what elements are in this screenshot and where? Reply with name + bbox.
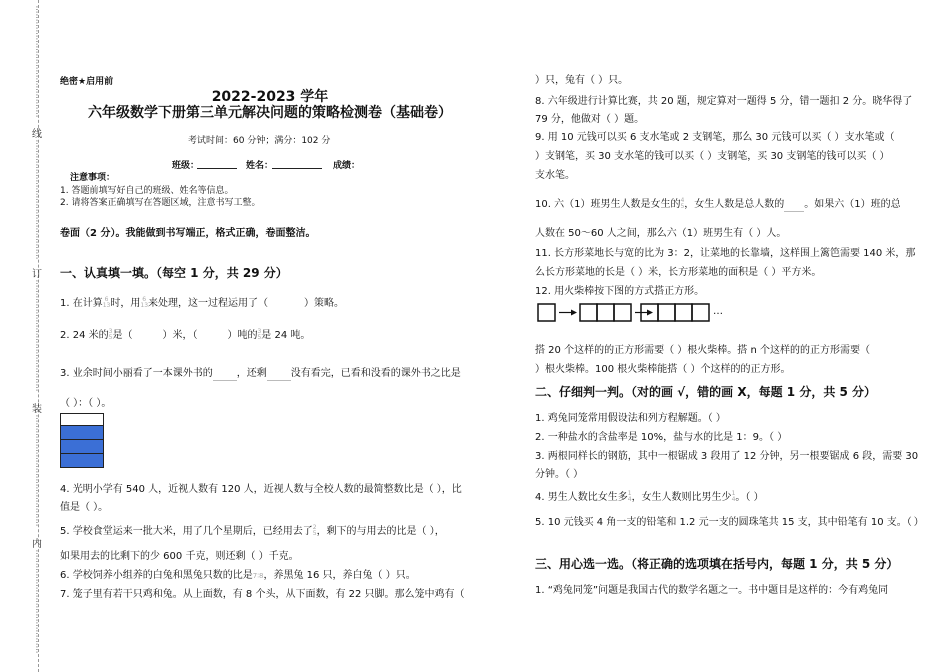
fraction: 6 13 <box>140 296 149 309</box>
s1-q1-part: ）策略。 <box>304 298 345 309</box>
s2-q1: 1. 鸡兔同笼常用假设法和列方程解题。（ ） <box>535 413 726 424</box>
s2-q3-line2: 分钟。（ ） <box>535 469 584 480</box>
s1-q9-line1: 9. 用 10 元钱可以买 6 支水笔或 2 支钢笔，那么 30 元钱可以买（ ）支水笔或（ <box>535 132 895 143</box>
q3-bar-filled-part <box>61 426 104 468</box>
s1-q1-part: 时，用 <box>110 298 141 309</box>
note-2: 2. 请将答案正确填写在答题区域，注意书写工整。 <box>60 198 261 208</box>
matchstick-square <box>658 304 675 321</box>
s1-q3-part: 3. 业余时间小丽看了一本课外书的 <box>60 368 213 379</box>
exam-info: 考试时间：60 分钟；满分：102 分 <box>188 136 331 146</box>
s2-q2: 2. 一种盐水的含盐率是 10%，盐与水的比是 1：9。（ ） <box>535 432 788 443</box>
s2-q4-part: 。（ ） <box>735 492 764 503</box>
s1-q2 <box>60 326 310 341</box>
fraction-blank[interactable] <box>784 197 804 212</box>
s1-q5-line1 <box>60 522 445 537</box>
section2-title: 二、仔细判一判。（对的画 √，错的画 X，每题 1 分，共 5 分） <box>535 385 877 399</box>
s1-q11-line2: 么长方形菜地的长是（ ）米，长方形菜地的面积是（ ）平方米。 <box>535 267 822 278</box>
s1-q4-line1: 4. 光明小学有 540 人，近视人数有 120 人，近视人数与全校人数的最简整数比是（ ），比 <box>60 484 462 495</box>
fraction: 3 5 <box>108 328 113 341</box>
s1-q6-part: 6. 学校饲养小组养的白兔和黑兔只数的比是 <box>60 570 253 581</box>
matchstick-figure <box>537 302 717 326</box>
s1-q6-part: ，养黑兔 16 只，养白兔（ ）只。 <box>263 570 416 581</box>
binding-char-xian: 线 <box>32 129 42 140</box>
fraction: 1 4 <box>627 490 632 503</box>
s2-q4-part: ，女生人数则比男生少 <box>631 492 732 503</box>
section1-title: 一、认真填一填。（每空 1 分，共 29 分） <box>60 266 288 280</box>
notes-title: 注意事项： <box>70 173 116 183</box>
fraction: 3 5 <box>257 328 262 341</box>
s1-q11-line1: 11. 长方形菜地长与宽的比为 3：2，让菜地的长靠墙，这样围上篱笆需要 140 米，那 <box>535 248 916 259</box>
fraction: 4 5 <box>680 197 685 210</box>
s1-q2-part: ）吨的 <box>227 330 258 341</box>
s1-q12-line3: ）根火柴棒。100 根火柴棒能搭（ ）个这样的的正方形。 <box>535 364 791 375</box>
q3-bar-empty-part <box>61 414 104 426</box>
s1-q10-line2: 人数在 50～60 人之间，那么六（1）班男生有（ ）人。 <box>535 228 787 239</box>
class-field[interactable] <box>197 168 237 169</box>
matchstick-ellipsis: … <box>713 306 723 317</box>
s1-q8-line1: 8. 六年级进行计算比赛，共 20 题，规定算对一题得 5 分，错一题扣 2 分。晓华得了 <box>535 96 913 107</box>
fraction: 2 5 <box>312 524 317 537</box>
s1-q7-cont: ）只，兔有（ ）只。 <box>535 75 629 86</box>
fraction-blank[interactable] <box>267 366 291 381</box>
s1-q6 <box>60 566 416 581</box>
exam-title: 六年级数学下册第三单元解决问题的策略检测卷（基础卷） <box>88 105 452 121</box>
class-label: 班级： <box>172 161 200 171</box>
binding-dots: ⋮ ⋮ ⋮ ⋮ ⋮ ⋮ ⋮ ⋮ ⋮ ⋮ ⋮ ⋮ ⋮ ⋮ <box>33 414 41 527</box>
matchstick-square <box>614 304 631 321</box>
binding-char-ding: 订 <box>32 269 42 280</box>
binding-dots: ⋮ ⋮ ⋮ ⋮ ⋮ ⋮ ⋮ ⋮ ⋮ ⋮ ⋮ ⋮ ⋮ ⋮ <box>33 279 41 392</box>
s1-q1 <box>60 294 344 309</box>
s1-q4-line2: 值是（ ）。 <box>60 502 109 513</box>
s1-q3 <box>60 364 461 381</box>
s1-q3-part: ，还剩 <box>236 368 267 379</box>
matchstick-square <box>597 304 614 321</box>
s3-q1: 1. “鸡兔同笼”问题是我国古代的数学名题之一。书中题目是这样的：今有鸡兔同 <box>535 585 889 596</box>
s1-q2-part: 是 24 吨。 <box>261 330 311 341</box>
fraction: 1 4 <box>731 490 736 503</box>
s1-q2-part: 2. 24 米的 <box>60 330 109 341</box>
s1-q9-line3: 支水笔。 <box>535 170 575 181</box>
exam-year: 2022-2023 学年 <box>211 89 329 105</box>
arrow-head <box>571 310 577 316</box>
s1-q5-part: ，剩下的与用去的比是（ ）， <box>316 526 445 537</box>
matchstick-square <box>675 304 692 321</box>
s2-q4-part: 4. 男生人数比女生多 <box>535 492 628 503</box>
s1-q3-ratio: （ ）：（ ）。 <box>60 398 112 409</box>
s2-q5 <box>535 513 924 528</box>
note-1: 1. 答题前填写好自己的班级、姓名等信息。 <box>60 186 234 196</box>
s1-q7: 7. 笼子里有若干只鸡和兔。从上面数，有 8 个头，从下面数，有 22 只脚。那么笼中鸡有（ <box>60 589 465 600</box>
s1-q10-part: ，女生人数是总人数的 <box>684 199 785 210</box>
arrow-head <box>647 310 653 316</box>
matchstick-square <box>580 304 597 321</box>
s1-q10-part: 10. 六（1）班男生人数是女生的 <box>535 199 681 210</box>
name-field[interactable] <box>272 168 322 169</box>
fraction: 6 13 <box>102 296 111 309</box>
matchstick-square <box>538 304 555 321</box>
s1-q3-part: 没有看完，已看和没看的课外书之比是 <box>290 368 461 379</box>
secret-label: 绝密★启用前 <box>60 77 114 87</box>
s1-q9-line2: ）支钢笔，买 30 支水笔的钱可以买（ ）支钢笔，买 30 支钢笔的钱可以买（ ） <box>535 151 890 162</box>
s2-q3-line1: 3. 两根同样长的钢筋，其中一根锯成 3 段用了 12 分钟，另一根要锯成 6 段，需要 30 <box>535 451 919 462</box>
s1-q10-part: 。如果六（1）班的总 <box>804 199 901 210</box>
binding-dots: ⋮ ⋮ ⋮ ⋮ ⋮ ⋮ ⋮ ⋮ ⋮ ⋮ ⋮ ⋮ ⋮ ⋮ ⋮ <box>33 139 41 260</box>
s2-q4 <box>535 488 764 503</box>
binding-dots: ⋮ ⋮ ⋮ ⋮ ⋮ ⋮ ⋮ ⋮ ⋮ ⋮ ⋮ ⋮ ⋮ <box>33 549 41 654</box>
s1-q5-part: 5. 学校食堂运来一批大米，用了几个星期后，已经用去了 <box>60 526 313 537</box>
binding-char-nei: 内 <box>32 539 42 550</box>
name-label: 姓名： <box>246 161 274 171</box>
s2-q5-text: 5. 10 元钱买 4 角一支的铅笔和 1.2 元一支的圆珠笔共 15 支，其中铅笔有 10 支。（ <box>535 517 912 528</box>
matchstick-square <box>692 304 709 321</box>
s1-q2-part: ）米，（ <box>162 330 198 341</box>
s1-q10-line1 <box>535 195 901 212</box>
score-label: 成绩： <box>333 161 361 171</box>
section3-title: 三、用心选一选。（将正确的选项填在括号内，每题 1 分，共 5 分） <box>535 557 899 571</box>
s2-q5-end: ） <box>913 517 924 528</box>
s1-q1-part: 来处理，这一过程运用了（ <box>148 298 269 309</box>
binding-char-zhuang: 装 <box>32 404 42 415</box>
s1-q12-line2: 搭 20 个这样的的正方形需要（ ）根火柴棒。搭 n 个这样的的正方形需要（ <box>535 345 870 356</box>
ratio-7-8: 7∶8 <box>252 572 264 580</box>
binding-dots: ⋮ ⋮ ⋮ ⋮ ⋮ ⋮ ⋮ ⋮ ⋮ ⋮ ⋮ ⋮ ⋮ ⋮ <box>33 5 41 118</box>
q3-bar-figure <box>60 413 104 469</box>
s1-q5-line2: 如果用去的比剩下的少 600 千克，则还剩（ ）千克。 <box>60 551 299 562</box>
s1-q8-line2: 79 分，他做对（ ）题。 <box>535 114 645 125</box>
s1-q1-part: 1. 在计算 <box>60 298 103 309</box>
neatness-line: 卷面（2 分）。我能做到书写端正，格式正确，卷面整洁。 <box>60 228 316 239</box>
fraction-blank[interactable] <box>213 366 237 381</box>
s1-q2-part: 是（ <box>112 330 133 341</box>
s1-q12: 12. 用火柴棒按下图的方式搭正方形。 <box>535 286 705 297</box>
